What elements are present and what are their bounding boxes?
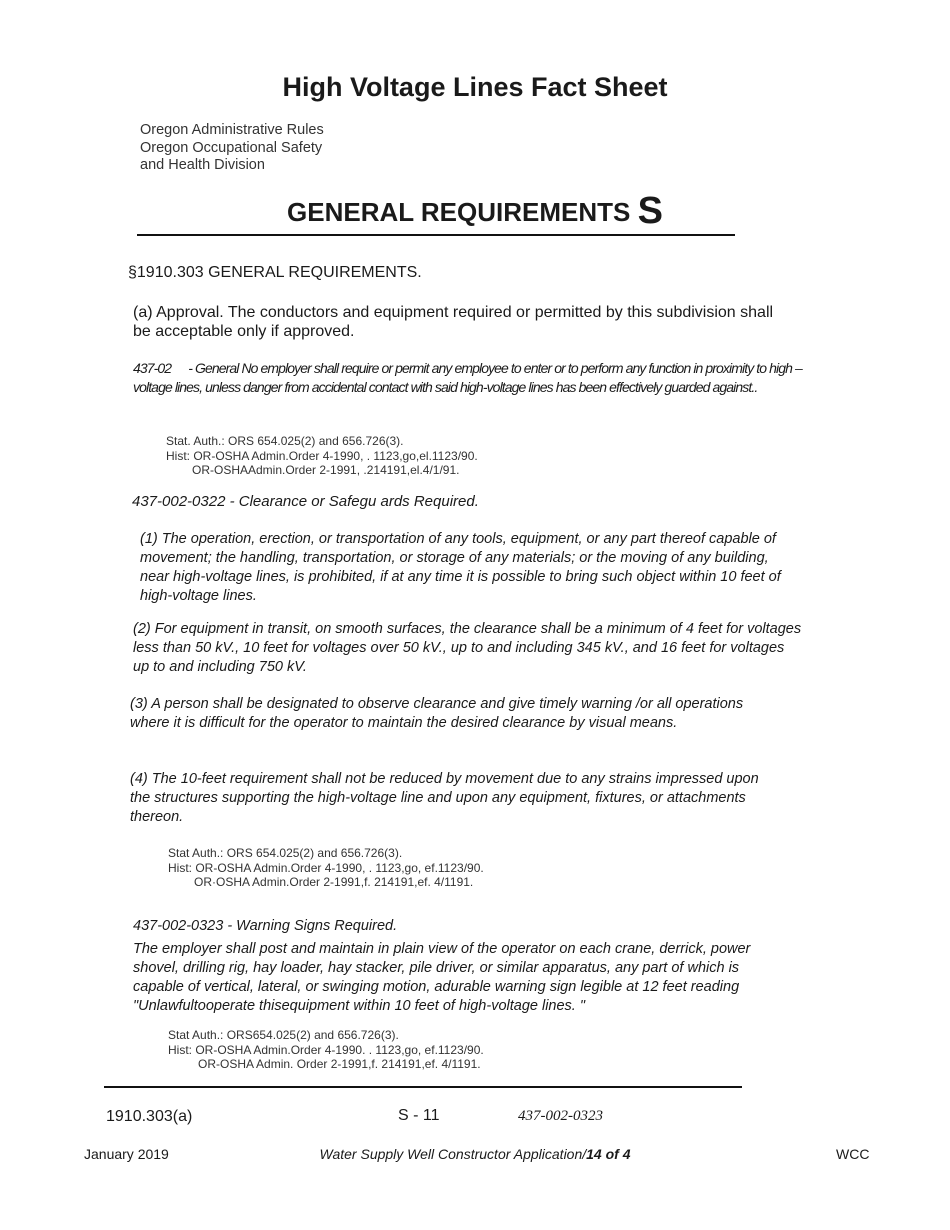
statutory-block — [168, 1028, 484, 1072]
general-rule-text: - General No employer shall require or permit any employee to enter or to perform any function in proximity to high –voltage lines, unless danger from accidental contact with said high-voltage lines has been effectively guarded against.. — [133, 360, 802, 395]
agency-line: Oregon Administrative Rules — [140, 122, 324, 138]
agency-line: Oregon Occupational Safety — [140, 139, 323, 156]
clearance-paragraph-3: (3) A person shall be designated to observe clearance and give timely warning /or all operations where it is difficult for the operator to maintain the desired clearance by visual means. — [130, 696, 744, 731]
statutory-block — [168, 846, 484, 890]
stat-auth: Stat Auth.: ORS654.025(2) and 656.726(3). — [168, 1028, 399, 1042]
stat-history: OR·OSHA Admin.Order 2-1991,f. 214191,ef. 4/1191. — [194, 875, 474, 889]
warning-heading: 437-002-0323 - Warning Signs Required. — [133, 918, 398, 934]
section-title-text: GENERAL REQUIREMENTS — [287, 197, 631, 227]
statutory-block — [166, 434, 478, 478]
stat-history: Hist: OR-OSHA Admin.Order 4-1990, . 1123,go,el.1123/90. — [166, 448, 478, 463]
document-title: High Voltage Lines Fact Sheet — [282, 72, 668, 102]
page-footer-application — [0, 1146, 950, 1162]
approval-paragraph: (a) Approval. The conductors and equipment required or permitted by this subdivision shall be acceptable only if approved. — [133, 304, 774, 340]
section-letter: S — [637, 190, 663, 232]
clearance-heading: 437-002-0322 - Clearance or Safegu ards Required. — [132, 493, 479, 510]
requirement-heading: §1910.303 GENERAL REQUIREMENTS. — [128, 264, 422, 281]
clearance-paragraph-1: (1) The operation, erection, or transportation of any tools, equipment, or any part thereof capable of movement; the handling, transportation, or storage of any materials; or the moving of any building, near high-voltage lines, is prohibited, if at any time it is possible to bring such object within 10 feet of high-voltage lines. — [140, 531, 781, 604]
divider-top — [137, 234, 735, 236]
clearance-paragraph-2: (2) For equipment in transit, on smooth surfaces, the clearance shall be a minimum of 4 feet for voltages less than 50 kV., 10 feet for voltages over 50 kV., up to and including 345 kV., and 16 feet for voltages up to and including 750 kV. — [133, 621, 802, 675]
stat-history: Hist: OR-OSHA Admin.Order 4-1990, . 1123,go, ef.1123/90. — [168, 860, 484, 875]
general-rule — [133, 359, 813, 397]
agency-line: and Health Division — [140, 157, 265, 173]
section-title — [0, 190, 950, 233]
stat-history: Hist: OR-OSHA Admin.Order 4-1990. . 1123,go, ef.1123/90. — [168, 1042, 484, 1057]
page-footer-code: WCC — [836, 1146, 870, 1162]
warning-paragraph: The employer shall post and maintain in plain view of the operator on each crane, derrick, power shovel, drilling rig, hay loader, hay stacker, pile driver, or similar apparatus, any part of which is capable of vertical, lateral, or swinging motion, adurable warning sign legible at 12 feet reading "Unlawfultooperate thisequipment within 10 feet of high-voltage lines. " — [133, 941, 751, 1014]
general-rule-id: 437-02 — [133, 360, 172, 376]
agency-block — [140, 122, 324, 175]
application-title: Water Supply Well Constructor Application/ — [319, 1146, 587, 1162]
divider-bottom — [104, 1086, 742, 1088]
stat-history: OR-OSHA Admin. Order 2-1991,f. 214191,ef. 4/1191. — [198, 1057, 481, 1071]
stat-history: OR-OSHAAdmin.Order 2-1991, .214191,el.4/1/91. — [192, 463, 460, 477]
footer-reference: 1910.303(a) — [106, 1108, 193, 1125]
footer-page-number: S - 11 — [398, 1107, 440, 1124]
page-footer-date: January 2019 — [84, 1146, 169, 1162]
stat-auth: Stat Auth.: ORS 654.025(2) and 656.726(3). — [168, 846, 403, 860]
footer-rule-number: 437-002-0323 — [518, 1108, 603, 1124]
page-count: 14 of 4 — [586, 1146, 631, 1162]
clearance-paragraph-4: (4) The 10-feet requirement shall not be reduced by movement due to any strains impressed upon the structures supporting the high-voltage line and upon any equipment, fixtures, or attachments thereon. — [130, 771, 759, 825]
stat-auth: Stat. Auth.: ORS 654.025(2) and 656.726(3). — [166, 434, 404, 448]
